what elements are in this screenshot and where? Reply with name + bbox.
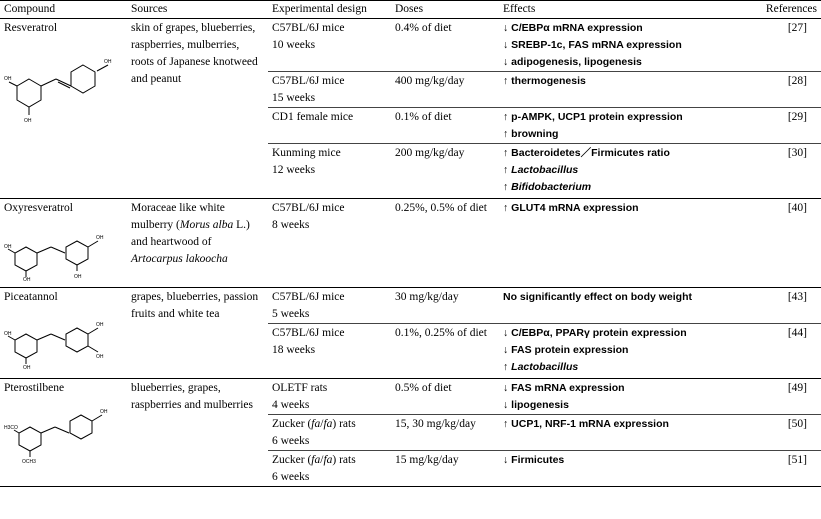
reference-cell: [43] [742, 288, 821, 324]
design-cell [268, 72, 391, 108]
effects-cell [499, 108, 742, 144]
compound-name: Resveratrol [4, 22, 58, 34]
dose-cell: 0.4% of diet [395, 22, 452, 34]
compound-cell [0, 199, 127, 288]
sources-cell: skin of grapes, blueberries, raspberries, mulberries, roots of Japanese knotweed and peanut [131, 22, 258, 85]
compound-cell [0, 379, 127, 487]
design-line: Zucker (fa/fa) rats [272, 418, 356, 430]
effect-line: ↑ GLUT4 mRNA expression [503, 202, 639, 214]
design-cell [268, 108, 391, 144]
dose-cell: 0.1% of diet [391, 108, 499, 144]
oh-label: OH [96, 354, 104, 360]
effect-line: No significantly effect on body weight [503, 291, 693, 303]
dose-cell: 0.5% of diet [391, 379, 499, 415]
dose-cell: 200 mg/kg/day [391, 144, 499, 199]
design-line: Kunming mice [272, 147, 341, 159]
compound-name: Piceatannol [4, 291, 58, 303]
design-cell [268, 199, 391, 288]
reference-cell: [29] [742, 108, 821, 144]
design-cell [268, 415, 391, 451]
effects-cell [499, 72, 742, 108]
effect-line: ↓ lipogenesis [503, 399, 569, 411]
effects-cell [499, 199, 742, 288]
sources-cell: blueberries, grapes, raspberries and mulberries [127, 379, 268, 487]
header-design: Experimental design [268, 1, 391, 19]
design-line: C57BL/6J mice [272, 22, 345, 34]
header-sources: Sources [127, 1, 268, 19]
reference-cell: [30] [742, 144, 821, 199]
effects-cell [499, 288, 742, 324]
piceatannol-structure-image [4, 308, 124, 370]
methoxy-label: OCH3 [22, 459, 36, 465]
header-effects: Effects [499, 1, 742, 19]
effects-cell [499, 144, 742, 199]
effect-line: ↓ adipogenesis, lipogenesis [503, 56, 642, 68]
design-cell [268, 19, 391, 72]
compound-cell [0, 19, 127, 199]
effect-line: ↑ Bacteroidetes／Firmicutes ratio [503, 147, 670, 159]
effect-line: ↑ UCP1, NRF-1 mRNA expression [503, 418, 669, 430]
design-line: CD1 female mice [272, 111, 354, 123]
effect-line: ↑ Bifidobacterium [503, 181, 592, 193]
design-line: 18 weeks [272, 344, 316, 356]
effect-line: ↑ p-AMPK, UCP1 protein expression [503, 111, 683, 123]
compound-cell [0, 288, 127, 379]
oh-label: OH [104, 59, 112, 65]
table-row [0, 379, 821, 415]
oxyresveratrol-structure-image [4, 219, 124, 281]
oh-label: OH [23, 277, 31, 281]
effect-line: ↑ browning [503, 128, 559, 140]
reference-cell: [40] [742, 199, 821, 288]
oh-label: OH [4, 331, 12, 337]
design-line: 4 weeks [272, 399, 310, 411]
table-row [0, 288, 821, 324]
effect-line: ↓ FAS protein expression [503, 344, 629, 356]
design-cell [268, 451, 391, 487]
reference-cell: [28] [742, 72, 821, 108]
dose-cell: 0.25%, 0.5% of diet [391, 199, 499, 288]
dose-cell: 15 mg/kg/day [391, 451, 499, 487]
compound-name: Pterostilbene [4, 382, 65, 394]
design-line: 6 weeks [272, 435, 310, 447]
dose-cell: 0.1%, 0.25% of diet [391, 324, 499, 379]
design-line: 5 weeks [272, 308, 310, 320]
design-line: C57BL/6J mice [272, 291, 345, 303]
header-references: References [742, 1, 821, 19]
design-line: 8 weeks [272, 219, 310, 231]
oh-label: OH [4, 244, 12, 250]
reference-cell: [44] [742, 324, 821, 379]
effects-cell [499, 415, 742, 451]
oh-label: OH [24, 118, 32, 124]
oh-label: OH [74, 274, 82, 280]
effect-line: ↓ C/EBPα mRNA expression [503, 22, 643, 34]
pterostilbene-structure-image [4, 399, 124, 465]
effects-cell [499, 324, 742, 379]
reference-cell: [27] [787, 22, 807, 34]
oh-label: OH [96, 235, 104, 241]
header-compound: Compound [0, 1, 127, 19]
reference-cell: [51] [742, 451, 821, 487]
dose-cell: 15, 30 mg/kg/day [391, 415, 499, 451]
design-line: C57BL/6J mice [272, 202, 345, 214]
design-line: 12 weeks [272, 164, 316, 176]
design-line: 15 weeks [272, 92, 316, 104]
dose-cell: 30 mg/kg/day [391, 288, 499, 324]
sources-cell: grapes, blueberries, passion fruits and white tea [127, 288, 268, 379]
reference-cell: [49] [742, 379, 821, 415]
design-cell [268, 288, 391, 324]
header-doses: Doses [391, 1, 499, 19]
effect-line: ↓ C/EBPα, PPARγ protein expression [503, 327, 687, 339]
reference-cell: [50] [742, 415, 821, 451]
compound-name: Oxyresveratrol [4, 202, 73, 214]
methoxy-label: H3CO [4, 425, 18, 431]
effect-line: ↓ SREBP-1c, FAS mRNA expression [503, 39, 682, 51]
resveratrol-structure-image [4, 39, 124, 129]
design-cell [268, 379, 391, 415]
design-line: OLETF rats [272, 382, 328, 394]
design-line: 6 weeks [272, 471, 310, 483]
design-line: C57BL/6J mice [272, 75, 345, 87]
effects-cell [499, 19, 742, 72]
table-row [0, 199, 821, 288]
oh-label: OH [4, 76, 12, 82]
dose-cell: 400 mg/kg/day [391, 72, 499, 108]
design-line: 10 weeks [272, 39, 316, 51]
sources-cell: Moraceae like white mulberry (Morus alba L.) and heartwood of Artocarpus lakoocha [127, 199, 268, 288]
effects-cell [499, 379, 742, 415]
oh-label: OH [100, 409, 108, 415]
effect-line: ↓ FAS mRNA expression [503, 382, 625, 394]
effects-cell [499, 451, 742, 487]
design-cell [268, 144, 391, 199]
effect-line: ↑ Lactobacillus [503, 361, 579, 373]
effect-line: ↓ Firmicutes [503, 454, 565, 466]
effect-line: ↑ thermogenesis [503, 75, 586, 87]
design-line: Zucker (fa/fa) rats [272, 454, 356, 466]
design-cell [268, 324, 391, 379]
table-row [0, 19, 821, 72]
header-row [0, 1, 821, 19]
oh-label: OH [23, 365, 31, 370]
effect-line: ↑ Lactobacillus [503, 164, 579, 176]
design-line: C57BL/6J mice [272, 327, 345, 339]
oh-label: OH [96, 322, 104, 328]
